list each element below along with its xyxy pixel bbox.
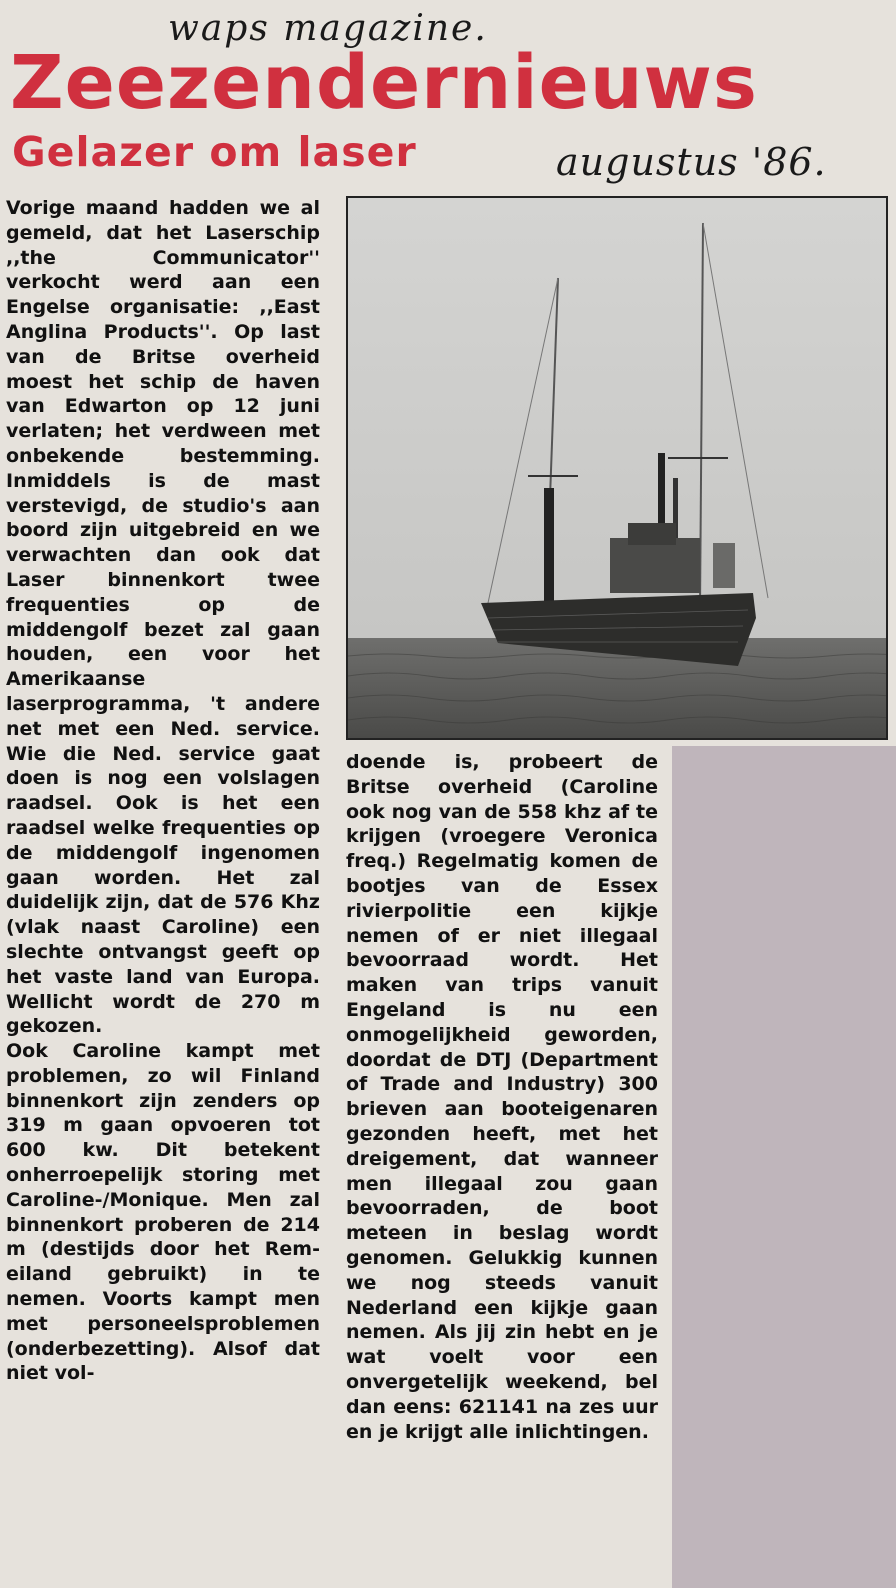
ship-photo-image xyxy=(348,198,886,738)
article-column-1 xyxy=(6,196,320,1386)
article-column-2 xyxy=(346,750,658,1444)
article-paragraph: Vorige maand hadden we al gemeld, dat het Laserschip ,,the Communicator'' verkocht werd aan een Engelse organisatie: ,,East Anglina Products''. Op last van de Britse overheid moest het schip de haven van Edwarton op 12 juni verlaten; het verdween met onbekende bestemming. Inmiddels is de mast verstevigd, de studio's aan boord zijn uitgebreid en we verwachten dan ook dat Laser binnenkort twee frequenties op de middengolf bezet zal gaan houden, een voor het Amerikaanse laserprogramma, 't andere net met een Ned. service. Wie die Ned. service gaat doen is nog een volslagen raadsel. Ook is het een raadsel welke frequenties op de middengolf ingenomen gaan worden. Het zal duidelijk zijn, dat de 576 Khz (vlak naast Caroline) een slechte ontvangst geeft op het vaste land van Europa. Wellicht wordt de 270 m gekozen. xyxy=(6,197,320,1038)
handwritten-source-note: waps magazine. xyxy=(168,8,488,49)
headline: Zeezendernieuws xyxy=(10,40,758,126)
article-paragraph: doende is, probeert de Britse overheid (Caroline ook nog van de 558 khz af te krijgen (vroegere Veronica freq.) Regelmatig komen de bootjes van de Essex rivierpolitie een kijkje nemen of er niet illegaal bevoorraad wordt. Het maken van trips vanuit Engeland is nu een onmogelijkheid geworden, doordat de DTJ (Department of Trade and Industry) 300 brieven aan booteigenaren gezonden heeft, met het dreigement, dat wanneer men illegaal zou gaan bevoorraden, de boot meteen in beslag wordt genomen. Gelukkig kunnen we nog steeds vanuit Nederland een kijkje gaan nemen. Als jij zin hebt en je wat voelt voor een onvergetelijk weekend, bel dan eens: 621141 na zes uur en je krijgt alle inlichtingen. xyxy=(346,751,658,1443)
handwritten-date-note: augustus '86. xyxy=(556,140,827,184)
ship-photo xyxy=(346,196,888,740)
article-paragraph: Ook Caroline kampt met problemen, zo wil Finland binnenkort zijn zenders op 319 m gaan opvoeren tot 600 kw. Dit betekent onherroepelijk storing met Caroline-/Monique. Men zal binnenkort proberen de 214 m (destijds door het Rem-eiland gebruikt) in te nemen. Voorts kampt men met personeelsproblemen (onderbezetting). Alsof dat niet vol- xyxy=(6,1040,320,1385)
subheadline: Gelazer om laser xyxy=(12,128,417,176)
